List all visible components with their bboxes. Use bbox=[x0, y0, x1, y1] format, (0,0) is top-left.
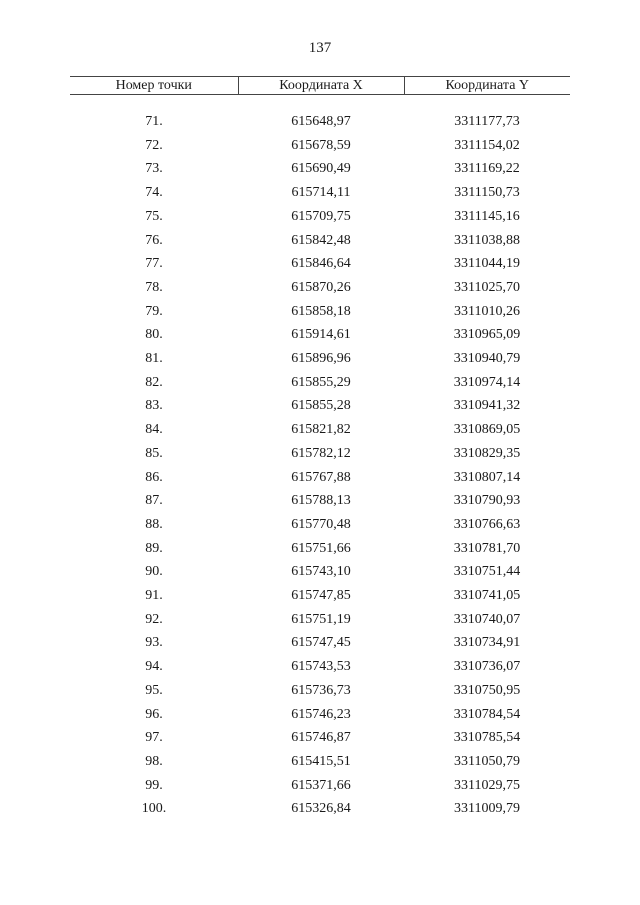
cell-point-number: 98. bbox=[145, 753, 163, 769]
cell-point-number: 97. bbox=[145, 730, 163, 746]
cell-point-number: 81. bbox=[145, 351, 163, 367]
cell-coordinate-x: 615788,13 bbox=[291, 493, 351, 509]
table-row bbox=[70, 797, 570, 821]
cell-point-number: 76. bbox=[145, 232, 163, 248]
table-row bbox=[70, 252, 570, 276]
column-header-point-number: Номер точки bbox=[70, 77, 238, 95]
cell-coordinate-x: 615709,75 bbox=[291, 208, 351, 224]
cell-coordinate-y: 3310784,54 bbox=[453, 706, 521, 722]
cell-coordinate-x: 615743,10 bbox=[291, 564, 351, 580]
cell-point-number: 95. bbox=[145, 682, 163, 698]
cell-point-number: 96. bbox=[145, 706, 163, 722]
table-row bbox=[70, 347, 570, 371]
column-header-coordinate-x: Координата X bbox=[238, 77, 404, 95]
cell-coordinate-y: 3310940,79 bbox=[453, 351, 521, 367]
table-row bbox=[70, 608, 570, 632]
cell-coordinate-y: 3310736,07 bbox=[453, 659, 521, 675]
cell-point-number: 92. bbox=[145, 611, 163, 627]
table-row bbox=[70, 513, 570, 537]
table-row bbox=[70, 631, 570, 655]
table-row bbox=[70, 205, 570, 229]
cell-point-number: 88. bbox=[145, 516, 163, 532]
cell-point-number: 86. bbox=[145, 469, 163, 485]
table-row bbox=[70, 394, 570, 418]
table-row bbox=[70, 750, 570, 774]
header-spacer bbox=[70, 95, 570, 111]
cell-coordinate-y: 3310740,07 bbox=[453, 611, 521, 627]
cell-coordinate-x: 615767,88 bbox=[291, 469, 351, 485]
table-row bbox=[70, 537, 570, 561]
cell-point-number: 94. bbox=[145, 659, 163, 675]
table-row bbox=[70, 134, 570, 158]
cell-point-number: 78. bbox=[145, 279, 163, 295]
cell-point-number: 75. bbox=[145, 208, 163, 224]
table-row bbox=[70, 584, 570, 608]
cell-point-number: 73. bbox=[145, 161, 163, 177]
table-row bbox=[70, 466, 570, 490]
cell-coordinate-x: 615855,29 bbox=[291, 374, 351, 390]
cell-point-number: 79. bbox=[145, 303, 163, 319]
cell-point-number: 82. bbox=[145, 374, 163, 390]
cell-coordinate-x: 615858,18 bbox=[291, 303, 351, 319]
cell-coordinate-x: 615371,66 bbox=[291, 777, 351, 793]
cell-coordinate-y: 3310790,93 bbox=[453, 493, 521, 509]
cell-coordinate-y: 3310869,05 bbox=[453, 422, 521, 438]
cell-coordinate-y: 3310941,32 bbox=[453, 398, 521, 414]
table-row bbox=[70, 774, 570, 798]
cell-coordinate-y: 3311010,26 bbox=[454, 303, 520, 319]
cell-point-number: 93. bbox=[145, 635, 163, 651]
cell-coordinate-x: 615821,82 bbox=[291, 422, 351, 438]
cell-coordinate-x: 615714,11 bbox=[291, 185, 351, 201]
cell-coordinate-y: 3311038,88 bbox=[454, 232, 520, 248]
cell-coordinate-y: 3310750,95 bbox=[453, 682, 521, 698]
coordinates-table bbox=[70, 76, 570, 821]
table-row bbox=[70, 276, 570, 300]
cell-point-number: 85. bbox=[145, 445, 163, 461]
table-row bbox=[70, 442, 570, 466]
cell-point-number: 99. bbox=[145, 777, 163, 793]
cell-coordinate-x: 615896,96 bbox=[291, 351, 351, 367]
cell-coordinate-y: 3311150,73 bbox=[454, 185, 520, 201]
table-row bbox=[70, 300, 570, 324]
cell-coordinate-y: 3310974,14 bbox=[453, 374, 521, 390]
cell-coordinate-x: 615746,23 bbox=[291, 706, 351, 722]
cell-coordinate-y: 3310766,63 bbox=[453, 516, 521, 532]
table-row bbox=[70, 157, 570, 181]
table-row bbox=[70, 726, 570, 750]
cell-coordinate-y: 3310734,91 bbox=[453, 635, 521, 651]
table-row bbox=[70, 229, 570, 253]
cell-coordinate-x: 615678,59 bbox=[291, 137, 351, 153]
cell-coordinate-x: 615415,51 bbox=[291, 753, 351, 769]
cell-point-number: 83. bbox=[145, 398, 163, 414]
cell-point-number: 84. bbox=[145, 422, 163, 438]
cell-coordinate-x: 615736,73 bbox=[291, 682, 351, 698]
page-number: 137 bbox=[308, 40, 332, 56]
cell-coordinate-x: 615326,84 bbox=[291, 801, 351, 817]
column-header-coordinate-y: Координата Y bbox=[404, 77, 570, 95]
cell-coordinate-x: 615846,64 bbox=[291, 256, 351, 272]
cell-coordinate-y: 3311154,02 bbox=[454, 137, 520, 153]
cell-coordinate-x: 615855,28 bbox=[291, 398, 351, 414]
header-row bbox=[70, 77, 570, 95]
cell-coordinate-x: 615743,53 bbox=[291, 659, 351, 675]
cell-coordinate-x: 615746,87 bbox=[291, 730, 351, 746]
table-row bbox=[70, 703, 570, 727]
cell-point-number: 89. bbox=[145, 540, 163, 556]
cell-coordinate-x: 615782,12 bbox=[291, 445, 351, 461]
cell-coordinate-x: 615770,48 bbox=[291, 516, 351, 532]
cell-coordinate-y: 3310781,70 bbox=[453, 540, 521, 556]
cell-coordinate-y: 3311177,73 bbox=[454, 114, 520, 129]
cell-point-number: 87. bbox=[145, 493, 163, 509]
cell-coordinate-y: 3311044,19 bbox=[454, 256, 520, 272]
cell-coordinate-x: 615751,66 bbox=[291, 540, 351, 556]
cell-point-number: 74. bbox=[145, 185, 163, 201]
table-row bbox=[70, 371, 570, 395]
cell-coordinate-y: 3311050,79 bbox=[454, 753, 520, 769]
table-row bbox=[70, 560, 570, 584]
table-row bbox=[70, 110, 570, 134]
cell-coordinate-y: 3310829,35 bbox=[453, 445, 521, 461]
cell-point-number: 77. bbox=[145, 256, 163, 272]
cell-coordinate-x: 615648,97 bbox=[291, 114, 351, 129]
cell-point-number: 91. bbox=[145, 588, 163, 604]
cell-coordinate-y: 3311025,70 bbox=[454, 279, 520, 295]
cell-coordinate-x: 615842,48 bbox=[291, 232, 351, 248]
cell-point-number: 71. bbox=[145, 114, 163, 129]
cell-coordinate-y: 3310807,14 bbox=[453, 469, 521, 485]
cell-coordinate-y: 3311029,75 bbox=[454, 777, 520, 793]
cell-coordinate-y: 3310785,54 bbox=[453, 730, 521, 746]
cell-coordinate-x: 615751,19 bbox=[291, 611, 351, 627]
cell-coordinate-y: 3311169,22 bbox=[454, 161, 520, 177]
table-header bbox=[70, 77, 570, 95]
cell-point-number: 80. bbox=[145, 327, 163, 343]
cell-coordinate-y: 3310741,05 bbox=[453, 588, 521, 604]
table-body bbox=[70, 95, 570, 822]
cell-coordinate-x: 615747,45 bbox=[291, 635, 351, 651]
cell-point-number: 100. bbox=[141, 801, 167, 817]
table-row bbox=[70, 418, 570, 442]
cell-coordinate-x: 615690,49 bbox=[291, 161, 351, 177]
table-row bbox=[70, 679, 570, 703]
cell-coordinate-y: 3310751,44 bbox=[453, 564, 521, 580]
cell-coordinate-x: 615870,26 bbox=[291, 279, 351, 295]
cell-coordinate-y: 3310965,09 bbox=[453, 327, 521, 343]
cell-coordinate-y: 3311009,79 bbox=[454, 801, 520, 817]
table-row bbox=[70, 655, 570, 679]
cell-point-number: 90. bbox=[145, 564, 163, 580]
cell-coordinate-x: 615747,85 bbox=[291, 588, 351, 604]
cell-point-number: 72. bbox=[145, 137, 163, 153]
cell-coordinate-y: 3311145,16 bbox=[454, 208, 520, 224]
table-row bbox=[70, 181, 570, 205]
table-row bbox=[70, 323, 570, 347]
cell-coordinate-x: 615914,61 bbox=[291, 327, 351, 343]
table-row bbox=[70, 489, 570, 513]
